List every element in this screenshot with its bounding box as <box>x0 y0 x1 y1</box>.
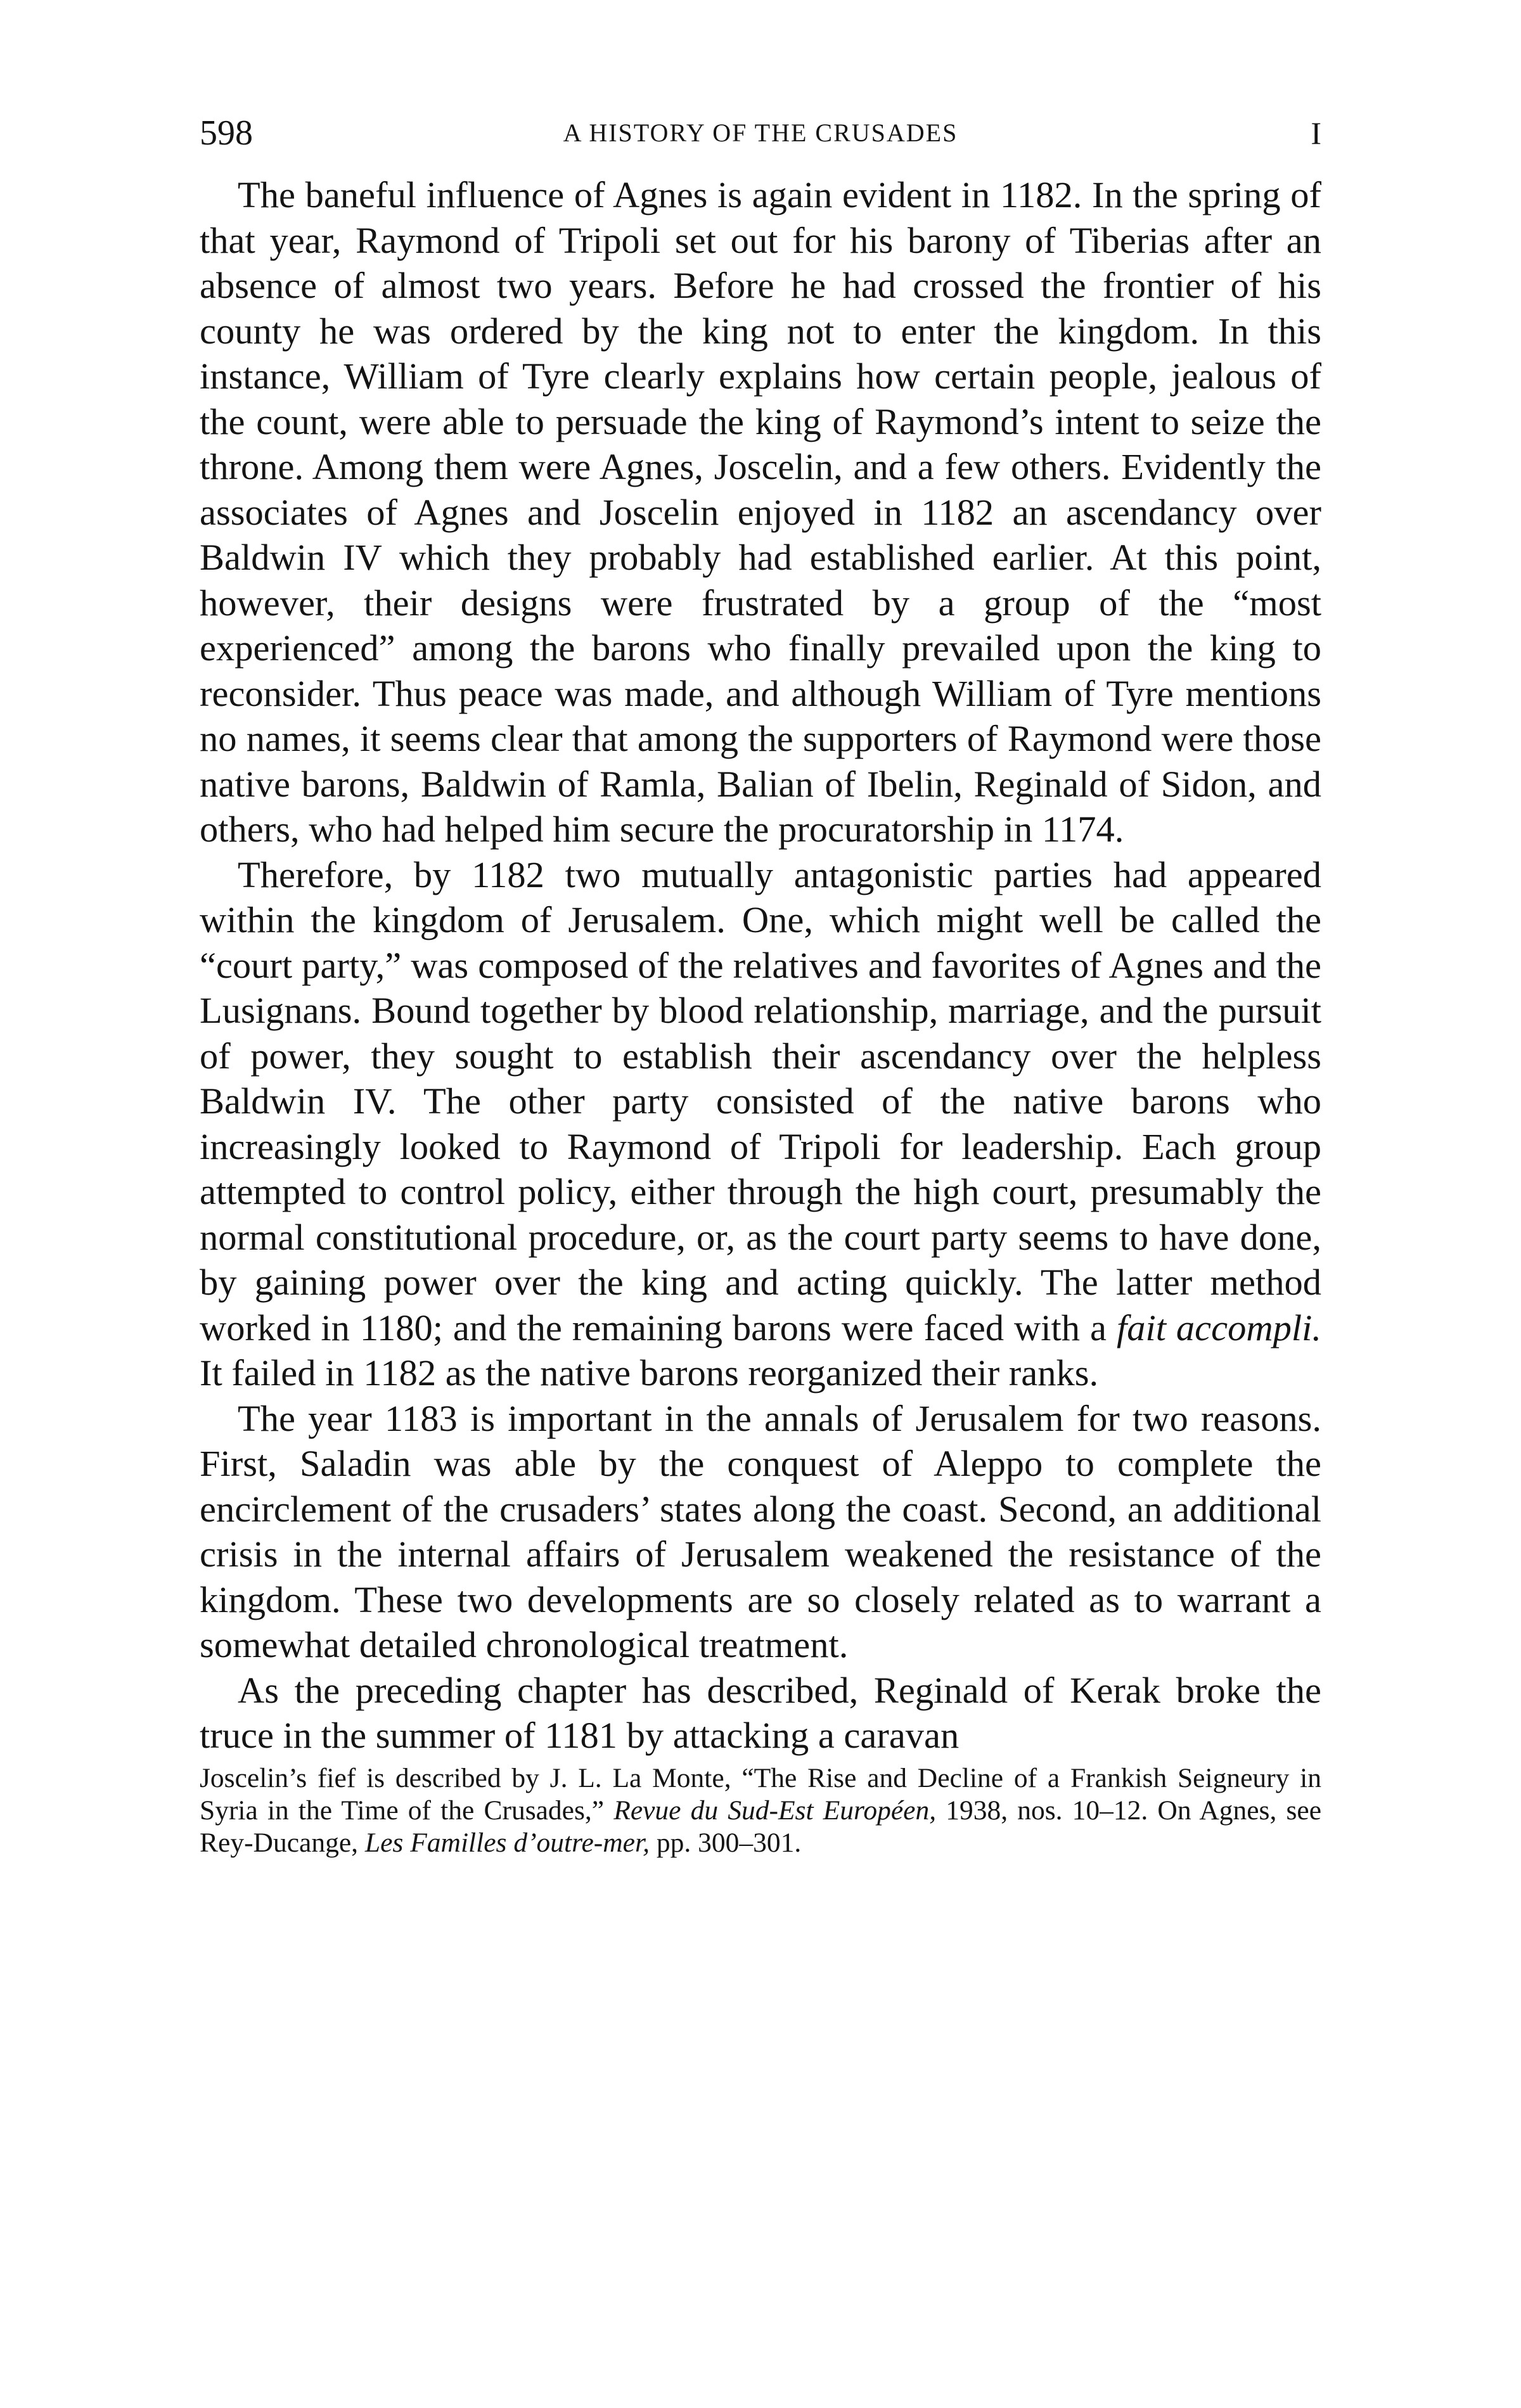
footnote-part-3: pp. 300–301. <box>656 1827 802 1858</box>
book-page <box>200 108 1321 1859</box>
book-title: A HISTORY OF THE CRUSADES <box>563 118 958 147</box>
paragraph-1-text: The baneful influence of Agnes is again evident in 1182. In the spring of that year, Raymond of Tripoli set out for his barony of Tiberias after an absence of almost two years. Before he had crossed the frontier of his county he was ordered by the king not to enter the kingdom. In this instance, William of Tyre clearly explains how certain people, jealous of the count, were able to persuade the king of Raymond’s intent to seize the throne. Among them were Agnes, Joscelin, and a few others. Evidently the associates of Agnes and Joscelin enjoyed in 1182 an ascendancy over Baldwin IV which they probably had established earlier. At this point, however, their designs were frustrated by a group of the “most experienced” among the barons who finally prevailed upon the king to reconsider. Thus peace was made, and although William of Tyre mentions no names, it seems clear that among the supporters of Raymond were those native barons, Baldwin of Ramla, Balian of Ibelin, Reginald of Sidon, and others, who had helped him secure the procuratorship in 1174. <box>200 174 1321 850</box>
paragraph-2 <box>200 852 1321 1396</box>
paragraph-3 <box>200 1396 1321 1668</box>
footnote <box>200 1762 1321 1859</box>
paragraph-2-text: Therefore, by 1182 two mutually antagonistic parties had appeared within the kingdom of Jerusalem. One, which might well be called the “court party,” was composed of the relatives and favorites of Agnes and the Lusignans. Bound together by blood relationship, marriage, and the pursuit of power, they sought to establish their ascendancy over the helpless Baldwin IV. The other party consisted of the native barons who increasingly looked to Raymond of Tripoli for leadership. Each group attempted to control policy, either through the high court, presumably the normal constitutional procedure, or, as the court party seems to have done, by gaining power over the king and acting quickly. The latter method worked in 1180; and the remaining barons were faced with a <box>200 854 1321 1348</box>
footnote-book-title: Les Familles d’outre-mer, <box>364 1827 650 1858</box>
paragraph-4 <box>200 1668 1321 1758</box>
footnote-part-2: 1938, nos. 10–12. On Agnes, see Rey-Ducange, <box>200 1795 1322 1858</box>
paragraph-3-text: The year 1183 is important in the annals of Jerusalem for two reasons. First, Saladin was able by the conquest of Aleppo to complete the encirclement of the crusaders’ states along the coast. Second, an additional crisis in the internal affairs of Jerusalem weakened the resistance of the kingdom. These two developments are so closely related as to warrant a somewhat detailed chronological treatment. <box>200 1397 1321 1665</box>
volume-number: I <box>1311 115 1321 151</box>
footnote-journal-title: Revue du Sud-Est Européen, <box>613 1795 937 1826</box>
body-text <box>200 172 1321 1758</box>
page-number: 598 <box>200 113 253 153</box>
running-head <box>200 108 1321 158</box>
paragraph-4-text: As the preceding chapter has described, Reginald of Kerak broke the truce in the summer of 1181 by attacking a caravan <box>200 1669 1321 1756</box>
footnote-part-1: Joscelin’s fief is described by J. L. La Monte, “The Rise and Decline of a Frankish Seigneury in Syria in the Time of the Crusades,” <box>200 1762 1321 1826</box>
footnote-text <box>200 1762 1321 1859</box>
paragraph-2-text-after: It failed in 1182 as the native barons reorganized their ranks. <box>200 1352 1099 1393</box>
paragraph-1 <box>200 172 1321 852</box>
paragraph-2-italic: fait accompli. <box>1116 1307 1321 1348</box>
